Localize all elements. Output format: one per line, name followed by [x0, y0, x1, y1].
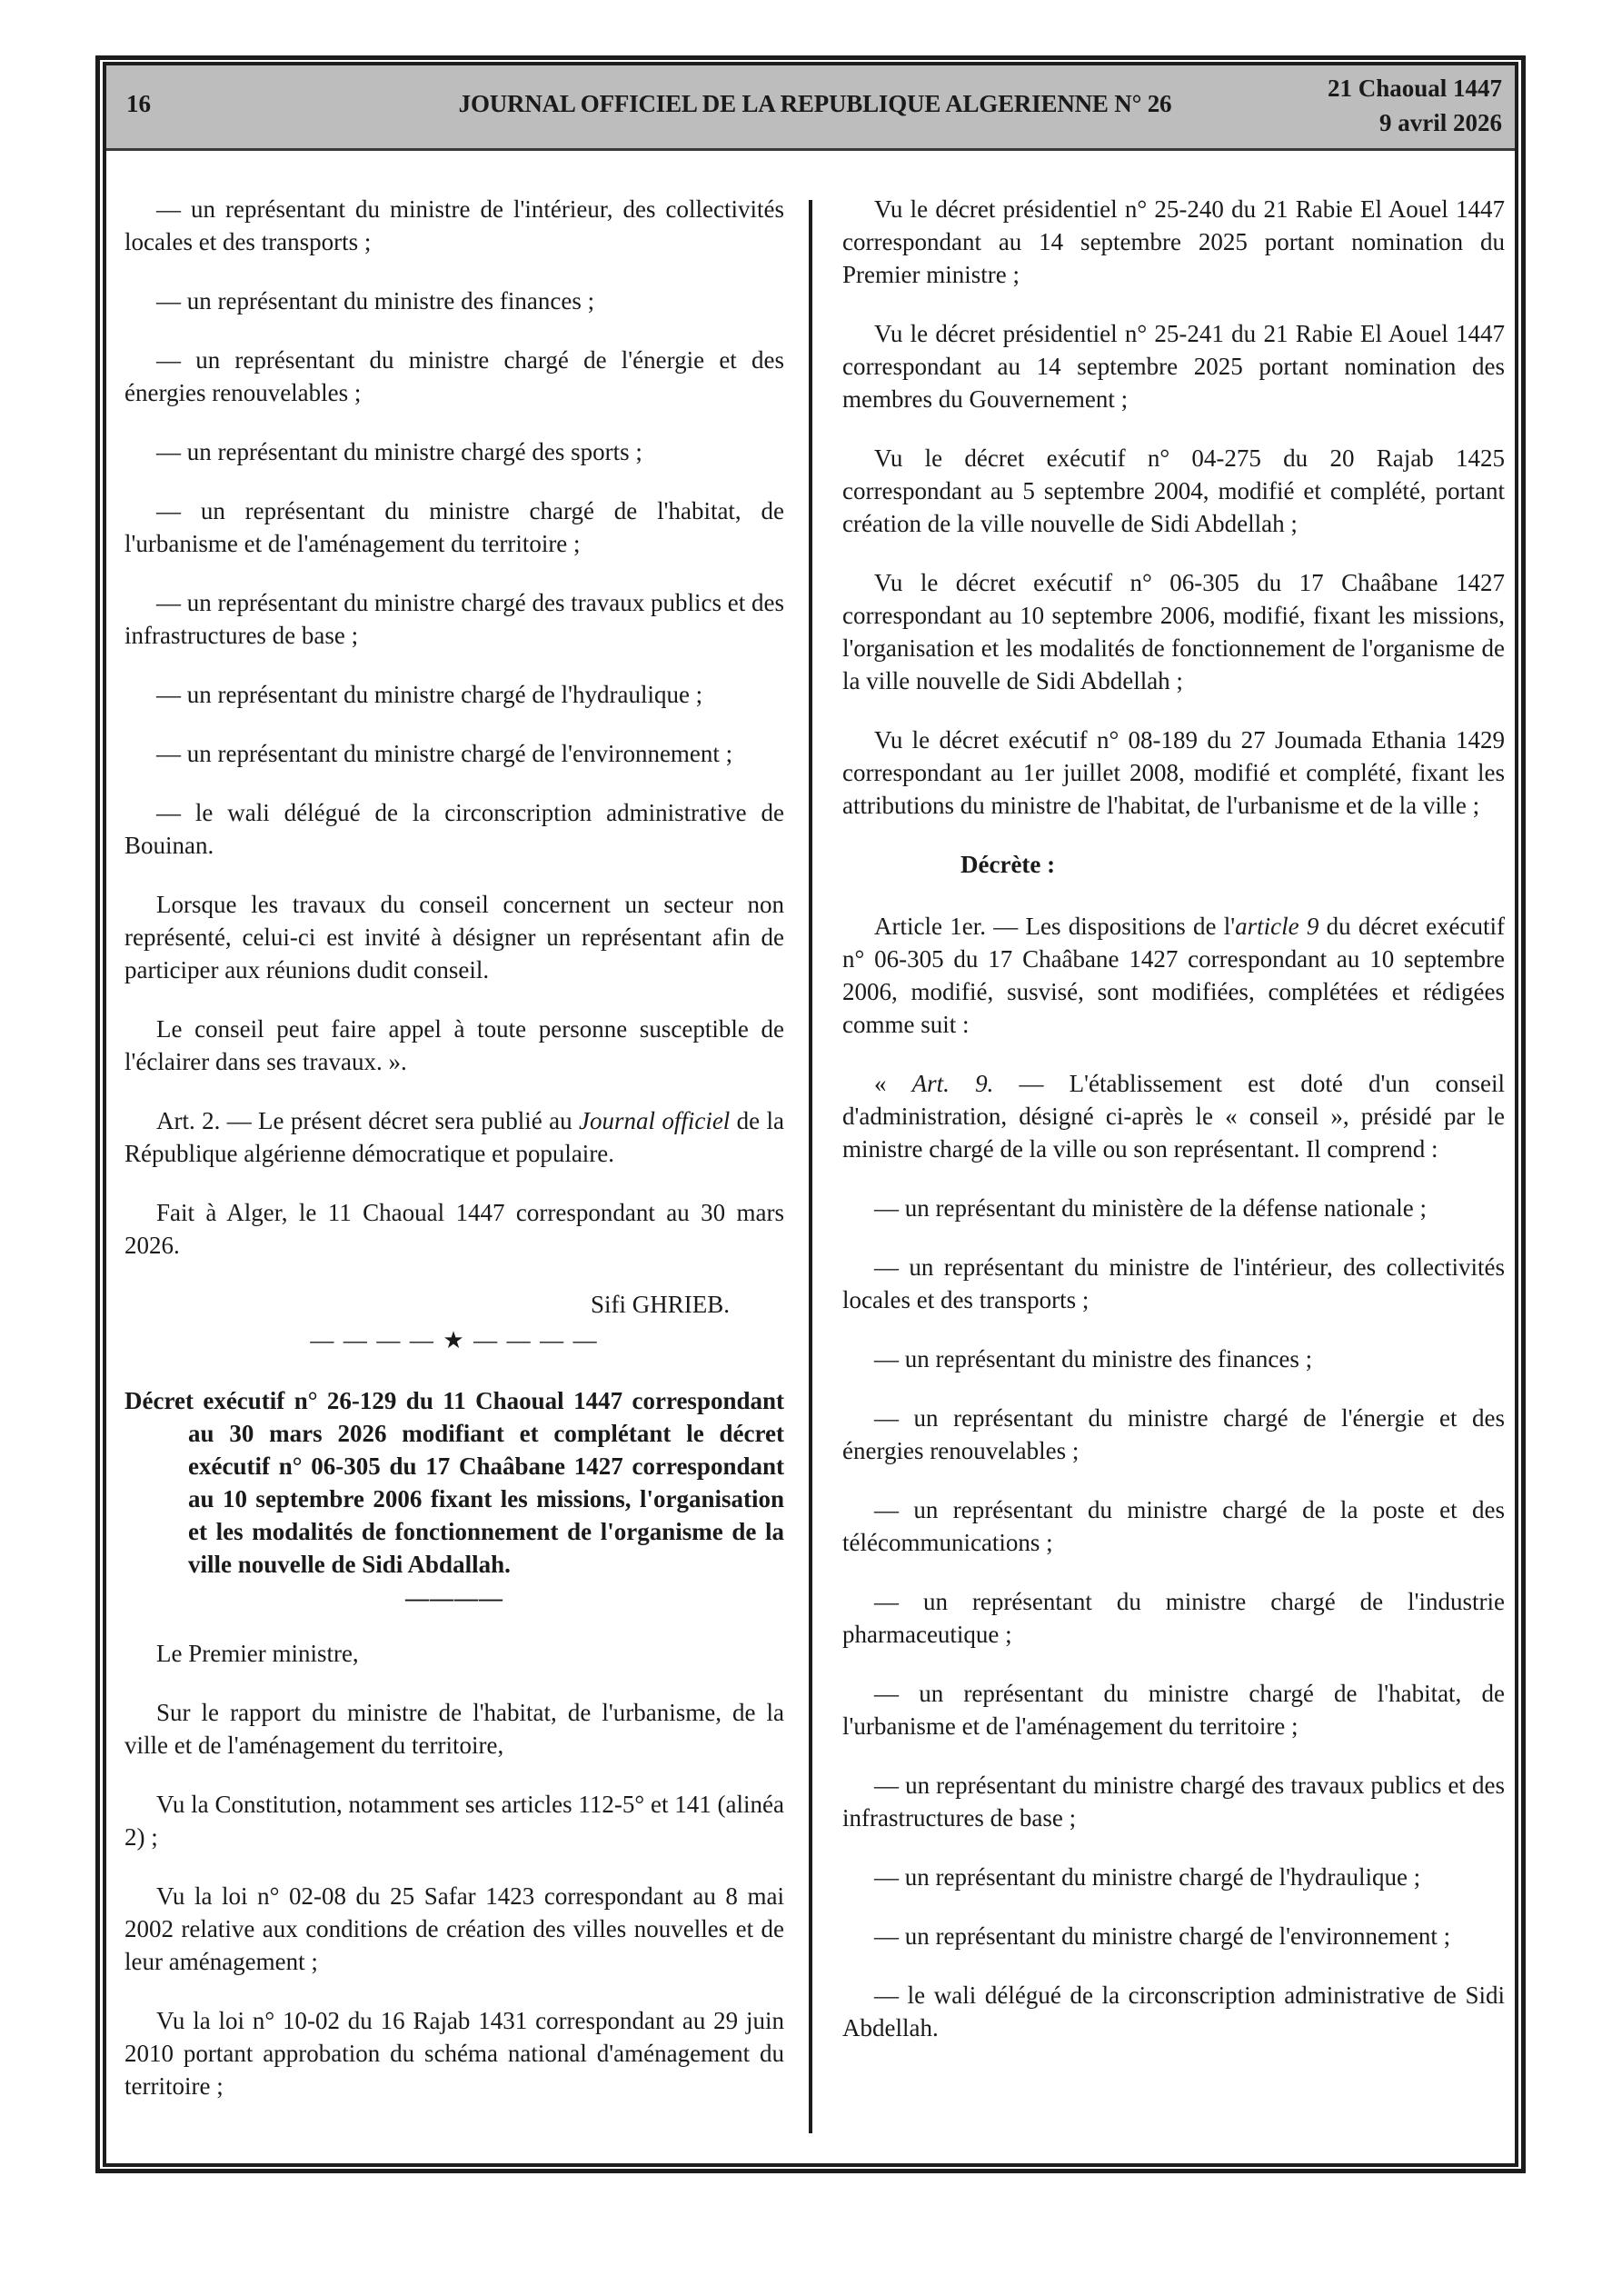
list-item: — un représentant du ministre chargé de l'énergie et des énergies renouvelables ; — [124, 346, 784, 406]
article-9 — [842, 1067, 1505, 1165]
article-2-text: Art. 2. — Le présent décret sera publié au — [156, 1107, 579, 1134]
vu-loi-10-02: Vu la loi n° 10-02 du 16 Rajab 1431 correspondant au 29 juin 2010 portant approbation du schéma national d'aménagement du territoire ; — [124, 2007, 784, 2100]
list-item: — un représentant du ministre de l'intérieur, des collectivités locales et des transports ; — [124, 195, 784, 255]
done-at: Fait à Alger, le 11 Chaoual 1447 correspondant au 30 mars 2026. — [124, 1199, 784, 1259]
article-9-text: — L'établissement est doté d'un conseil d'administration, désigné ci-après le « conseil », présidé par le ministre chargé de la ville ou son représentant. Il comprend : — [842, 1070, 1505, 1163]
vu-decret-25-240: Vu le décret présidentiel n° 25-240 du 21 Rabie El Aouel 1447 correspondant au 14 septembre 2025 portant nomination du Premier ministre ; — [842, 195, 1505, 288]
article-1 — [842, 910, 1505, 1041]
list-item: — un représentant du ministre chargé de l'habitat, de l'urbanisme et de l'aménagement du territoire ; — [124, 497, 784, 557]
open-quote: « — [874, 1070, 912, 1097]
journal-title: JOURNAL OFFICIEL DE LA REPUBLIQUE ALGERIENNE N° 26 — [458, 90, 1172, 117]
list-item: — un représentant du ministre chargé de l'habitat, de l'urbanisme et de l'aménagement du territoire ; — [842, 1680, 1505, 1740]
list-item: — le wali délégué de la circonscription administrative de Sidi Abdellah. — [842, 1982, 1505, 2041]
star-separator: — — — — ★ — — — — — [310, 1327, 599, 1353]
vu-decret-04-275: Vu le décret exécutif n° 04-275 du 20 Rajab 1425 correspondant au 5 septembre 2004, modifié et complété, portant création de la ville nouvelle de Sidi Abdellah ; — [842, 444, 1505, 537]
issue-date — [1328, 71, 1502, 140]
art-9-label: Art. 9. — [911, 1070, 994, 1097]
list-item: — un représentant du ministre chargé de l'hydraulique ; — [156, 681, 703, 708]
date-gregorian: 9 avril 2026 — [1379, 109, 1502, 136]
list-item: — un représentant du ministre chargé des travaux publics et des infrastructures de base ; — [842, 1772, 1505, 1832]
list-item: — un représentant du ministère de la défense nationale ; — [874, 1194, 1428, 1222]
list-item: — un représentant du ministre chargé de l'énergie et des énergies renouvelables ; — [842, 1404, 1505, 1464]
page-number: 16 — [126, 90, 151, 117]
list-item: — un représentant du ministre chargé de l'hydraulique ; — [874, 1863, 1421, 1891]
short-separator: ———— — [405, 1585, 503, 1612]
journal-officiel-italic: Journal officiel — [578, 1107, 731, 1134]
vu-decret-06-305: Vu le décret exécutif n° 06-305 du 17 Chaâbane 1427 correspondant au 10 septembre 2006, modifié, fixant les missions, l'organisation et les modalités de fonctionnement de l'organisme de la ville nouvelle de Sidi Abdellah ; — [842, 569, 1505, 694]
list-item: — un représentant du ministre chargé des travaux publics et des infrastructures de base ; — [124, 589, 784, 649]
vu-constitution: Vu la Constitution, notamment ses articles 112-5° et 141 (alinéa 2) ; — [124, 1791, 784, 1851]
decree-title: Décret exécutif n° 26-129 du 11 Chaoual 1447 correspondant au 30 mars 2026 modifiant et complétant le décret exécutif n° 06-305 du 17 Chaâbane 1427 correspondant au 10 septembre 2006 fixant les missions, l'organisation et les modalités de fonctionnement de l'organisme de la ville nouvelle de Sidi Abdallah. — [124, 1387, 784, 1578]
list-item: — un représentant du ministre de l'intérieur, des collectivités locales et des transports ; — [842, 1253, 1505, 1313]
paragraph-sector: Lorsque les travaux du conseil concernent un secteur non représenté, celui-ci est invité à désigner un représentant afin de participer aux réunions dudit conseil. — [124, 891, 784, 983]
journal-header — [106, 65, 1515, 151]
list-item: — un représentant du ministre des finances ; — [156, 287, 595, 314]
list-item: — un représentant du ministre des finances ; — [874, 1345, 1313, 1373]
list-item: — le wali délégué de la circonscription administrative de Bouinan. — [124, 799, 784, 859]
article-9-italic: article 9 — [1235, 913, 1319, 940]
article-2-text-end: de la République algérienne démocratique et populaire. — [124, 1107, 784, 1167]
date-hijri: 21 Chaoual 1447 — [1327, 75, 1502, 102]
vu-decret-08-189: Vu le décret exécutif n° 08-189 du 27 Joumada Ethania 1429 correspondant au 1er juillet 2008, modifié et complété, fixant les attributions du ministre de l'habitat, de l'urbanisme et de la ville ; — [842, 726, 1505, 819]
signature: Sifi GHRIEB. — [590, 1291, 730, 1318]
column-divider — [809, 200, 812, 2133]
right-column — [842, 193, 1505, 2071]
article-2 — [124, 1104, 784, 1170]
decrete-heading: Décrète : — [960, 851, 1056, 878]
list-item: — un représentant du ministre chargé de l'industrie pharmaceutique ; — [842, 1588, 1505, 1648]
list-item: — un représentant du ministre chargé de l'environnement ; — [156, 740, 733, 767]
paragraph-appeal: Le conseil peut faire appel à toute personne susceptible de l'éclairer dans ses travaux. ». — [124, 1015, 784, 1075]
vu-decret-25-241: Vu le décret présidentiel n° 25-241 du 21 Rabie El Aouel 1447 correspondant au 14 septembre 2025 portant nomination des membres du Gouvernement ; — [842, 320, 1505, 413]
list-item: — un représentant du ministre chargé de l'environnement ; — [874, 1922, 1451, 1950]
list-item: — un représentant du ministre chargé des sports ; — [156, 438, 642, 465]
vu-loi-02-08: Vu la loi n° 02-08 du 25 Safar 1423 correspondant au 8 mai 2002 relative aux conditions de création des villes nouvelles et de leur aménagement ; — [124, 1882, 784, 1975]
article-1-text: Article 1er. — Les dispositions de l' — [874, 913, 1236, 940]
rapport: Sur le rapport du ministre de l'habitat, de l'urbanisme, de la ville et de l'aménagement du territoire, — [124, 1699, 784, 1759]
article-1-text-end: du décret exécutif n° 06-305 du 17 Chaâbane 1427 correspondant au 10 septembre 2006, modifié, susvisé, sont modifiées, complétées et rédigées comme suit : — [842, 913, 1506, 1038]
premier-ministre: Le Premier ministre, — [156, 1640, 359, 1667]
left-column — [124, 193, 784, 2129]
list-item: — un représentant du ministre chargé de la poste et des télécommunications ; — [842, 1496, 1505, 1556]
